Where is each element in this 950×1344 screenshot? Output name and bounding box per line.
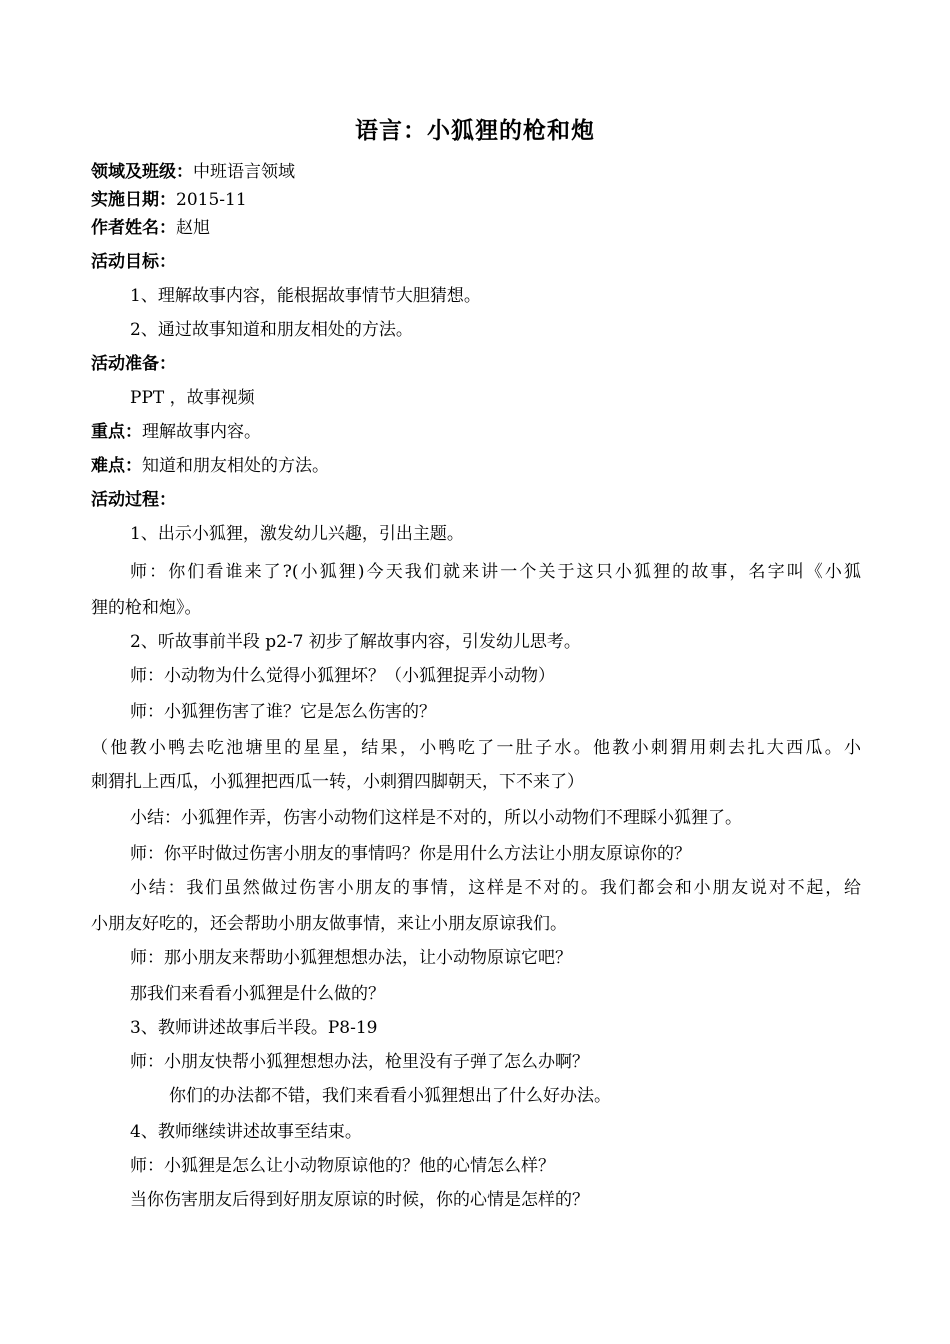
section-heading-process: 活动过程： <box>91 490 176 510</box>
meta-value: 2015-11 <box>176 190 247 210</box>
process-line: 师：小动物为什么觉得小狐狸坏？（小狐狸捉弄小动物） <box>130 666 555 686</box>
process-line: 2、听故事前半段 p2-7 初步了解故事内容，引发幼儿思考。 <box>130 632 581 652</box>
meta-author <box>91 216 210 240</box>
process-line: 那我们来看看小狐狸是什么做的？ <box>130 984 385 1004</box>
prep-text: PPT ，故事视频 <box>130 388 255 408</box>
meta-label: 领域及班级： <box>91 162 193 182</box>
process-line: （他教小鸭去吃池塘里的星星，结果，小鸭吃了一肚子水。他教小刺猬用刺去扎大西瓜。小 <box>91 738 861 758</box>
process-line: 小朋友好吃的，还会帮助小朋友做事情，来让小朋友原谅我们。 <box>91 914 567 934</box>
process-line: 小结：小狐狸作弄，伤害小动物们这样是不对的，所以小动物们不理睬小狐狸了。 <box>130 808 742 828</box>
document-title: 语言：小狐狸的枪和炮 <box>355 118 595 144</box>
process-line: 师：小狐狸伤害了谁？它是怎么伤害的？ <box>130 702 436 722</box>
process-line: 师：你们看谁来了?(小狐狸)今天我们就来讲一个关于这只小狐狸的故事，名字叫《小狐 <box>130 562 861 582</box>
difficulty <box>91 454 329 478</box>
process-line: 1、出示小狐狸，激发幼儿兴趣，引出主题。 <box>130 524 464 544</box>
process-line: 师：小狐狸是怎么让小动物原谅他的？他的心情怎么样？ <box>130 1156 555 1176</box>
difficulty-label: 难点： <box>91 456 142 476</box>
process-line: 小结：我们虽然做过伤害小朋友的事情，这样是不对的。我们都会和小朋友说对不起，给 <box>130 878 861 898</box>
process-line: 师：你平时做过伤害小朋友的事情吗？你是用什么方法让小朋友原谅你的？ <box>130 844 691 864</box>
meta-value: 中班语言领域 <box>193 162 295 182</box>
process-line: 你们的办法都不错，我们来看看小狐狸想出了什么好办法。 <box>169 1086 611 1106</box>
section-heading-goals: 活动目标： <box>91 252 176 272</box>
process-line: 3、教师讲述故事后半段。P8-19 <box>130 1018 378 1038</box>
meta-domain-class <box>91 160 295 184</box>
process-line: 当你伤害朋友后得到好朋友原谅的时候，你的心情是怎样的？ <box>130 1190 589 1210</box>
meta-date <box>91 188 247 212</box>
meta-value: 赵旭 <box>176 218 210 238</box>
process-line: 刺猬扎上西瓜，小狐狸把西瓜一转，小刺猬四脚朝天，下不来了） <box>91 772 584 792</box>
process-line: 狸的枪和炮》。 <box>91 598 202 618</box>
meta-label: 作者姓名： <box>91 218 176 238</box>
section-heading-prep: 活动准备： <box>91 354 176 374</box>
process-line: 4、教师继续讲述故事至结束。 <box>130 1122 362 1142</box>
meta-label: 实施日期： <box>91 190 176 210</box>
key-point-text: 理解故事内容。 <box>142 422 261 442</box>
key-point <box>91 420 261 444</box>
difficulty-text: 知道和朋友相处的方法。 <box>142 456 329 476</box>
process-line: 师：小朋友快帮小狐狸想想办法，枪里没有子弹了怎么办啊？ <box>130 1052 589 1072</box>
goal-item: 1、理解故事内容，能根据故事情节大胆猜想。 <box>130 286 481 306</box>
key-point-label: 重点： <box>91 422 142 442</box>
goal-item: 2、通过故事知道和朋友相处的方法。 <box>130 320 413 340</box>
process-line: 师：那小朋友来帮助小狐狸想想办法，让小动物原谅它吧？ <box>130 948 572 968</box>
